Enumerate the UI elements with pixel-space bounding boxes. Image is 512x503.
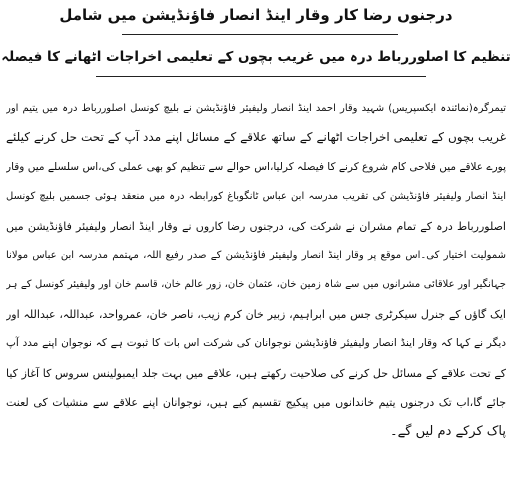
article-line: شمولیت اختیار کی۔اس موقع پر وقار اینڈ انصار ولیفیئر فاؤنڈیشن کے صدر رفیع اللہ، مہتمم مدرسہ ابن عباس مولانا bbox=[6, 249, 506, 261]
article-line: تیمرگرہ(نمائندہ ایکسپریس) شہید وقار احمد اینڈ انصار ولیفیئر فاؤنڈیشن نے بلیچ کونسل اصلوررباط درہ میں یتیم اور bbox=[6, 103, 506, 114]
headline-secondary: تنظیم کا اصلوررباط درہ میں غریب بچوں کے تعلیمی اخراجات اٹھانے کا فیصلہ bbox=[1, 49, 511, 65]
article-line: اینڈ انصار ولیفیئر فاؤنڈیشن کی تقریب مدرسہ ابن عباس ٹانگوباغ کورابطہ درہ میں منعقد ہوئی جسمیں بلیچ کونسل bbox=[6, 191, 506, 203]
article-line: دیگر نے کہا کہ وقار اینڈ انصار ولیفیئر فاؤنڈیشن نوجوانان کی شرکت اس بات کا ثبوت ہے کہ نوجوان اپنے مدد آپ bbox=[6, 337, 506, 350]
article-line: اصلوررباط درہ کے تمام مشران نے شرکت کی، درجنوں رضا کاروں نے وقار اینڈ انصار ولیفیئر فاؤنڈیشن میں bbox=[6, 219, 506, 233]
article-line-final: پاک کرکے دم لیں گے۔ bbox=[390, 424, 506, 440]
article-line: کے تحت علاقے کے مسائل حل کرنے کی صلاحیت رکھتے ہیں، علاقے میں بہت جلد ایمبولینس سروس کا آغاز کیا bbox=[6, 366, 506, 380]
article-line: غریب بچوں کے تعلیمی اخراجات اٹھانے کے ساتھ علاقے کے مسائل اپنے مدد آپ کے تحت حل کرنے کیلئے bbox=[6, 130, 506, 145]
article-line: جائے گا،اب تک درجنوں یتیم خاندانوں میں پیکیج تقسیم کیے ہیں، نوجوانان اپنے علاقے سے منشیات کی لعنت bbox=[6, 395, 506, 409]
article-line: ایک گاؤں کے جنرل سیکرٹری جس میں ابراہیم، زبیر خان کرم زیب، ناصر خان، عمرواحد، عبداللہ، عبداللہ اور bbox=[6, 307, 506, 321]
article-body bbox=[6, 94, 506, 447]
headline-underline-primary bbox=[122, 34, 398, 35]
article-line: پورے علاقے میں فلاحی کام شروع کرنے کا فیصلہ کرلیا،اس حوالے سے تنظیم کو بھی عملی کی،اس سلسلے میں وقار bbox=[6, 160, 506, 173]
headline-primary: درجنوں رضا کار وقار اینڈ انصار فاؤنڈیشن میں شامل bbox=[59, 6, 453, 24]
headline-underline-secondary bbox=[96, 76, 426, 77]
article-line: جہانگیر اور علاقائی مشرانوں میں سے شاہ زمین خان، عثمان خان، زور عالم خان، قاسم خان اور ولیفیئر کونسل کے ہر bbox=[6, 279, 506, 291]
